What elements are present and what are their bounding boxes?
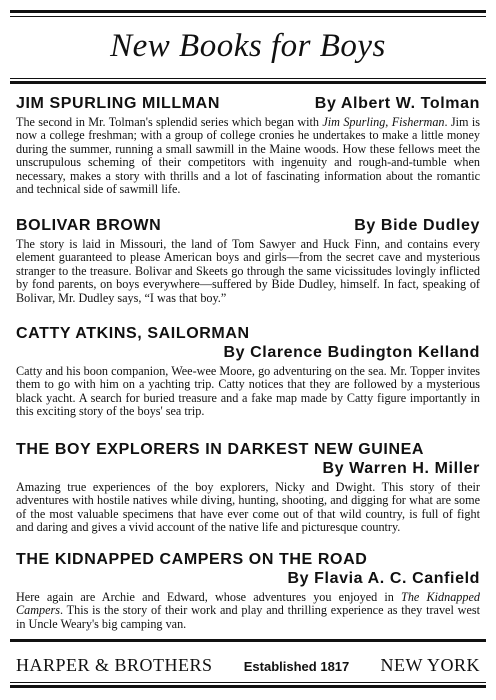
description-text: . This is the story of their work and play and thrilling experience as they travel west in Uncle Weary's big camping van.	[16, 603, 480, 631]
book-title: CATTY ATKINS, SAILORMAN	[16, 325, 250, 342]
book-description	[16, 238, 480, 305]
book-title-reference: The Kidnapped Campers	[16, 590, 480, 618]
masthead-rule-thin	[10, 78, 486, 79]
book-author: By Clarence Budington Kelland	[223, 344, 480, 361]
description-text: Amazing true experiences of the boy explorers, Nicky and Dwight. This story of their adventures with hostile natives while diving, hunting, shooting, and digging for what are some of the most valuable specimens that have ever come out of that wild country, is full of fight and daring and gives a vivid account of the native life and picturesque country.	[16, 480, 480, 535]
advertisement-page	[10, 10, 486, 690]
footer-rule-thin	[10, 682, 486, 683]
book-description	[16, 591, 480, 631]
description-text: The story is laid in Missouri, the land of Tom Sawyer and Huck Finn, and contains every element guaranteed to please American boys and girls—from the secret cave and mysterious stranger to the treasure. Bolivar and Skeets go through the same vicissitudes lovingly inflicted by fond parents, on boys everywhere—suffered by Bide Dudley, himself. In fact, speaking of Bolivar, Mr. Dudley says, “I was that boy.”	[16, 237, 480, 305]
top-rule-thick	[10, 10, 486, 13]
book-author: By Albert W. Tolman	[314, 95, 480, 112]
book-title: THE BOY EXPLORERS IN DARKEST NEW GUINEA	[16, 441, 425, 458]
description-text: Here again are Archie and Edward, whose adventures you enjoyed in	[16, 590, 402, 604]
book-author: By Flavia A. C. Canfield	[287, 570, 480, 587]
publisher-footer	[16, 655, 480, 676]
book-entry-boy-explorers	[16, 440, 480, 535]
book-title: JIM SPURLING MILLMAN	[16, 95, 220, 112]
book-entry-bolivar-brown	[16, 216, 480, 305]
footer-rule-bottom	[10, 685, 486, 688]
book-title: BOLIVAR BROWN	[16, 217, 162, 234]
footer-rule-top	[10, 639, 486, 642]
book-description	[16, 365, 480, 419]
book-title: THE KIDNAPPED CAMPERS ON THE ROAD	[16, 551, 368, 568]
book-author: By Warren H. Miller	[322, 460, 480, 477]
book-title-reference: Jim Spurling, Fisherman	[322, 115, 445, 129]
book-description	[16, 116, 480, 196]
publisher-city: NEW YORK	[380, 655, 480, 675]
book-description	[16, 481, 480, 535]
masthead-rule-thick	[10, 81, 486, 84]
description-text: The second in Mr. Tolman's splendid series which began with	[16, 115, 323, 129]
description-text: . Jim is now a college freshman; with a group of college cronies he undertakes to make a little money during the summer, running a small sawmill in the Maine woods. How these fellows meet the unscrupulous scheming of their competitors with ingenuity and rough-and-tumble when necessary, makes a story with thrills and a lot of fascinating information about the romantic and technical side of sawmill life.	[16, 115, 480, 197]
book-author: By Bide Dudley	[354, 217, 480, 234]
book-entry-catty-atkins	[16, 324, 480, 419]
book-entry-jim-spurling	[16, 94, 480, 196]
publisher-name: HARPER & BROTHERS	[16, 655, 213, 675]
book-entry-kidnapped-campers	[16, 550, 480, 631]
top-rule-thin	[10, 16, 486, 17]
description-text: Catty and his boon companion, Wee-wee Moore, go adventuring on the sea. Mr. Topper invites them to go with him on a yachting trip. Catty notices that they are followed by a mysterious black yacht. A search for buried treasure and a fake map made by Catty figure importantly in this exciting story of the boys' sea trip.	[16, 364, 480, 419]
established-line: Established 1817	[243, 659, 350, 674]
masthead-title: New Books for Boys	[110, 28, 386, 64]
